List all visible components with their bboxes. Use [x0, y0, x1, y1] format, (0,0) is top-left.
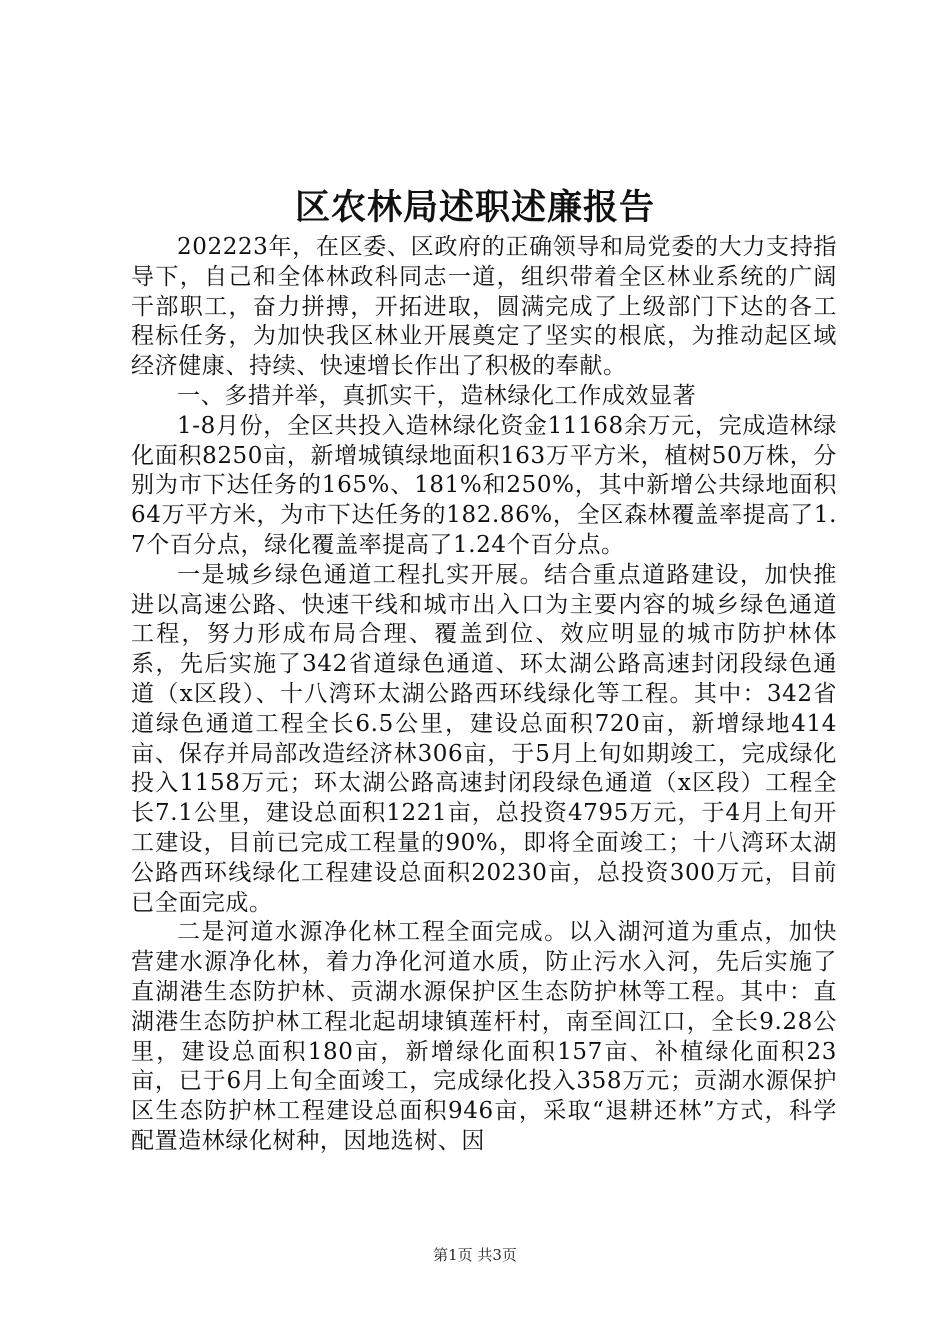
paragraph-intro: 202223年，在区委、区政府的正确领导和局党委的大力支持指导下，自己和全体林政科同志一道，组织带着全区林业系统的广阔干部职工，奋力拼搏，开拓进取，圆满完成了上级部门下达的各工程标任务，为加快我区林业开展奠定了坚实的根底，为推动起区域经济健康、持续、快速增长作出了积极的奉献。 [131, 234, 837, 380]
paragraph-statistics: 1-8月份，全区共投入造林绿化资金11168余万元，完成造林绿化面积8250亩，新增城镇绿地面积163万平方米，植树50万株，分别为市下达任务的165%、181%和250%，其中新增公共绿地面积64万平方米，为市下达任务的182.86%，全区森林覆盖率提高了1.7个百分点，绿化覆盖率提高了1.24个百分点。 [131, 412, 837, 558]
paragraph-river-forest: 二是河道水源净化林工程全面完成。以入湖河道为重点，加快营建水源净化林，着力净化河道水质，防止污水入河，先后实施了直湖港生态防护林、贡湖水源保护区生态防护林等工程。其中：直湖港生态防护林工程北起胡埭镇莲杆村，南至闾江口，全长9.28公里，建设总面积180亩，新增绿化面积157亩、补植绿化面积23亩，已于6月上旬全面竣工，完成绿化投入358万元；贡湖水源保护区生态防护林工程建设总面积946亩，采取“退耕还林”方式，科学配置造林绿化树种，因地选树、因 [131, 919, 837, 1154]
paragraph-green-corridor: 一是城乡绿色通道工程扎实开展。结合重点道路建设，加快推进以高速公路、快速干线和城市出入口为主要内容的城乡绿色通道工程，努力形成布局合理、覆盖到位、效应明显的城市防护林体系，先后实施了342省道绿色通道、环太湖公路高速封闭段绿色通道（x区段）、十八湾环太湖公路西环线绿化等工程。其中：342省道绿色通道工程全长6.5公里，建设总面积720亩，新增绿地414亩、保存并局部改造经济林306亩，于5月上旬如期竣工，完成绿化投入1158万元；环太湖公路高速封闭段绿色通道（x区段）工程全长7.1公里，建设总面积1221亩，总投资4795万元，于4月上旬开工建设，目前已完成工程量的90%，即将全面竣工；十八湾环太湖公路西环线绿化工程建设总面积20230亩，总投资300万元，目前已全面完成。 [131, 561, 837, 916]
report-body [131, 233, 837, 1157]
section-heading-1: 一、多措并举，真抓实干，造林绿化工作成效显著 [177, 382, 697, 409]
page-title: 区农林局述职述廉报告 [294, 187, 655, 228]
page-footer: 第1页 共3页 [433, 1246, 517, 1264]
